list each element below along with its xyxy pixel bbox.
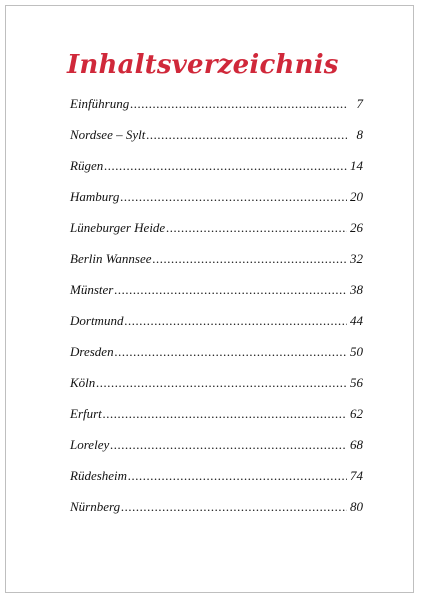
toc-entry-page: 62 [350,406,363,421]
toc-dot-leader [130,96,347,112]
toc-entry [70,127,363,158]
toc-entry-label: Dresden [70,344,114,359]
toc-entry [70,251,363,282]
toc-dot-leader [152,251,347,267]
toc-dot-leader [96,375,347,391]
toc-entry-label: Hamburg [70,189,120,204]
toc-entry-label: Erfurt [70,406,102,421]
toc-entry-label: Köln [70,375,96,390]
toc-entry-label: Rüdesheim [70,468,128,483]
toc-entry-label: Münster [70,282,114,297]
toc-entry-label: Loreley [70,437,110,452]
toc-entry-page: 20 [350,189,363,204]
toc-dot-leader [115,344,347,360]
table-of-contents [70,96,363,530]
toc-entry-label: Nürnberg [70,499,121,514]
toc-entry-label: Berlin Wannsee [70,251,152,266]
toc-dot-leader [104,158,347,174]
toc-entry [70,189,363,220]
toc-entry [70,468,363,499]
toc-entry-label: Einführung [70,96,130,111]
toc-entry-page: 80 [350,499,363,514]
toc-dot-leader [110,437,347,453]
toc-entry-label: Lüneburger Heide [70,220,166,235]
toc-entry [70,220,363,251]
toc-entry-page: 8 [356,127,363,142]
toc-entry [70,282,363,313]
toc-entry-page: 7 [356,96,363,111]
toc-entry-page: 14 [350,158,363,173]
toc-entry [70,499,363,530]
toc-entry-label: Dortmund [70,313,124,328]
toc-dot-leader [121,499,347,515]
toc-entry-page: 56 [350,375,363,390]
toc-entry-page: 38 [350,282,363,297]
toc-entry [70,96,363,127]
toc-entry-label: Nordsee – Sylt [70,127,146,142]
toc-entry-page: 50 [350,344,363,359]
toc-entry [70,313,363,344]
toc-entry-page: 32 [350,251,363,266]
toc-entry [70,406,363,437]
toc-entry-label: Rügen [70,158,104,173]
toc-entry [70,344,363,375]
page-title: Inhaltsverzeichnis [67,50,339,80]
toc-dot-leader [124,313,347,329]
toc-dot-leader [103,406,347,422]
toc-entry-page: 68 [350,437,363,452]
toc-entry-page: 44 [350,313,363,328]
toc-dot-leader [114,282,347,298]
toc-entry [70,437,363,468]
toc-dot-leader [120,189,347,205]
toc-dot-leader [128,468,347,484]
toc-entry [70,158,363,189]
toc-dot-leader [166,220,347,236]
toc-entry-page: 26 [350,220,363,235]
toc-dot-leader [146,127,347,143]
document-page [5,5,414,593]
toc-entry [70,375,363,406]
toc-entry-page: 74 [350,468,363,483]
